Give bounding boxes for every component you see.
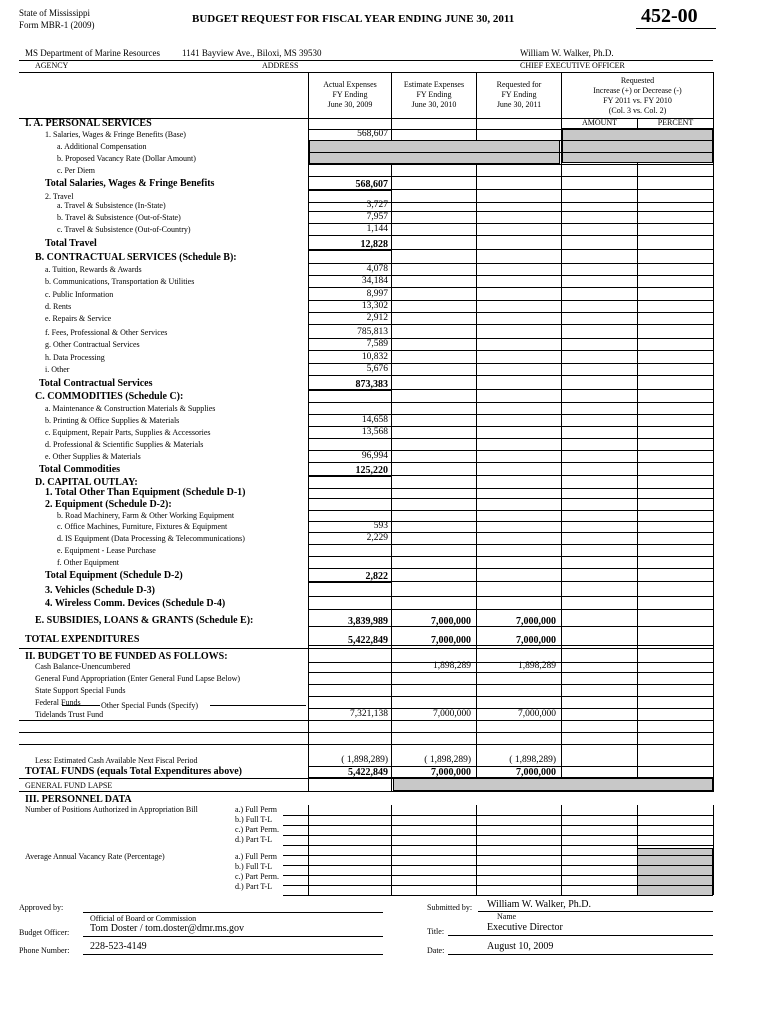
row-value-q: ( 1,898,289) bbox=[509, 755, 556, 765]
row-label: I. A. PERSONAL SERVICES bbox=[25, 118, 152, 129]
row-value-a: 14,658 bbox=[361, 415, 388, 425]
row-label: a. Additional Compensation bbox=[57, 142, 147, 151]
row-value-a: 568,607 bbox=[355, 179, 388, 190]
title-value: Executive Director bbox=[487, 922, 563, 933]
row-value-a: 13,302 bbox=[361, 301, 388, 311]
row-label: b. Communications, Transportation & Utilities bbox=[45, 277, 195, 286]
row-value-a: 34,184 bbox=[361, 276, 388, 286]
row-value-a: 8,997 bbox=[366, 289, 388, 299]
row-label: c. Public Information bbox=[45, 290, 114, 299]
row-label: Cash Balance-Unencumbered bbox=[35, 662, 131, 671]
row-label: Total Salaries, Wages & Fringe Benefits bbox=[45, 178, 215, 189]
row-label: a. Maintenance & Construction Materials & Supplies bbox=[45, 404, 216, 413]
row-value-a: 10,832 bbox=[361, 352, 388, 362]
row-value-a: 593 bbox=[373, 521, 388, 531]
row-value-a: 7,589 bbox=[366, 339, 388, 349]
col-requested-header: Requested for FY Ending June 30, 2011 bbox=[496, 80, 542, 109]
row-value-a: 96,994 bbox=[361, 451, 388, 461]
date-label: Date: bbox=[427, 946, 445, 955]
title-label: Title: bbox=[427, 927, 445, 936]
form-id: Form MBR-1 (2009) bbox=[19, 20, 95, 30]
row-value-a: 3,839,989 bbox=[348, 616, 388, 627]
row-label: 1. Total Other Than Equipment (Schedule D-1) bbox=[45, 487, 246, 498]
row-value-a: 2,822 bbox=[365, 571, 388, 582]
row-value-a: 568,607 bbox=[357, 129, 388, 139]
row-label: C. COMMODITIES (Schedule C): bbox=[35, 391, 184, 402]
positions-label: Number of Positions Authorized in Appropriation Bill bbox=[25, 805, 198, 814]
row-value-a: 5,422,849 bbox=[348, 767, 388, 778]
state-name: State of Mississippi bbox=[19, 8, 91, 18]
row-label: d. IS Equipment (Data Processing & Telecommunications) bbox=[57, 534, 245, 543]
row-label: Total Travel bbox=[45, 238, 97, 249]
row-label: Tidelands Trust Fund bbox=[35, 710, 104, 719]
row-label: b. Road Machinery, Farm & Other Working Equipment bbox=[57, 511, 235, 520]
row-label: 2. Equipment (Schedule D-2): bbox=[45, 499, 172, 510]
row-value-a: 5,676 bbox=[366, 364, 388, 374]
row-value-q: 7,000,000 bbox=[516, 767, 556, 778]
row-value-e: 7,000,000 bbox=[431, 635, 471, 646]
row-value-a: 7,321,138 bbox=[350, 709, 388, 719]
row-value-a: 1,144 bbox=[366, 224, 388, 234]
vacancy-list: a.) Full Perm b.) Full T-L c.) Part Perm. d.) Part T-L bbox=[235, 852, 279, 891]
row-label: 1. Salaries, Wages & Fringe Benefits (Base) bbox=[45, 130, 186, 139]
submitted-name: William W. Walker, Ph.D. bbox=[487, 899, 592, 910]
col-actual-header: Actual Expenses FY Ending June 30, 2009 bbox=[323, 80, 377, 109]
row-value-a: 3,727 bbox=[366, 200, 388, 210]
phone-label: Phone Number: bbox=[19, 946, 70, 955]
row-label: GENERAL FUND LAPSE bbox=[25, 781, 113, 790]
row-label: e. Repairs & Service bbox=[45, 314, 112, 323]
row-value-e: 7,000,000 bbox=[433, 709, 471, 719]
row-label: State Support Special Funds bbox=[35, 686, 126, 695]
row-label: b. Proposed Vacancy Rate (Dollar Amount) bbox=[57, 154, 196, 163]
row-value-e: ( 1,898,289) bbox=[424, 755, 471, 765]
row-label: 3. Vehicles (Schedule D-3) bbox=[45, 585, 155, 596]
col-estimate-header: Estimate Expenses FY Ending June 30, 2010 bbox=[403, 80, 465, 109]
row-label: g. Other Contractual Services bbox=[45, 340, 140, 349]
row-label: f. Fees, Professional & Other Services bbox=[45, 328, 168, 337]
row-value-a: ( 1,898,289) bbox=[341, 755, 388, 765]
row-label: b. Travel & Subsistence (Out-of-State) bbox=[57, 213, 181, 222]
agency-name: MS Department of Marine Resources bbox=[25, 48, 160, 58]
row-label: 2. Travel bbox=[45, 192, 74, 201]
col-amount-header: AMOUNT bbox=[581, 118, 618, 127]
approved-label: Approved by: bbox=[19, 903, 64, 912]
row-value-a: 5,422,849 bbox=[348, 635, 388, 646]
row-label: Total Contractual Services bbox=[39, 378, 153, 389]
row-label: e. Other Supplies & Materials bbox=[45, 452, 141, 461]
row-label: II. BUDGET TO BE FUNDED AS FOLLOWS: bbox=[25, 651, 228, 662]
row-label: i. Other bbox=[45, 365, 70, 374]
row-label: f. Other Equipment bbox=[57, 558, 119, 567]
phone-number: 228-523-4149 bbox=[90, 941, 147, 952]
budget-officer-label: Budget Officer: bbox=[19, 928, 70, 937]
row-label: b. Printing & Office Supplies & Materials bbox=[45, 416, 180, 425]
agency-label: AGENCY bbox=[35, 61, 69, 70]
submitted-label: Submitted by: bbox=[427, 903, 473, 912]
row-label: a. Travel & Subsistence (In-State) bbox=[57, 201, 166, 210]
row-label: Federal Funds bbox=[35, 698, 81, 707]
row-value-a: 125,220 bbox=[355, 465, 388, 476]
row-value-a: 13,568 bbox=[361, 427, 388, 437]
row-value-a: 2,912 bbox=[366, 313, 388, 323]
agency-address: 1141 Bayview Ave., Biloxi, MS 39530 bbox=[182, 48, 322, 58]
other-special-funds-label: Other Special Funds (Specify) bbox=[101, 701, 199, 710]
row-label: General Fund Appropriation (Enter General Fund Lapse Below) bbox=[35, 674, 241, 683]
col-percent-header: PERCENT bbox=[657, 118, 694, 127]
col-change-header: Requested Increase (+) or Decrease (-) FY 2011 vs. FY 2010 (Col. 3 vs. Col. 2) bbox=[593, 76, 682, 115]
row-label: TOTAL EXPENDITURES bbox=[25, 634, 140, 645]
ceo-name: William W. Walker, Ph.D. bbox=[520, 48, 614, 58]
address-label: ADDRESS bbox=[262, 61, 299, 70]
row-value-a: 4,078 bbox=[366, 264, 388, 274]
row-value-e: 7,000,000 bbox=[431, 616, 471, 627]
row-label: e. Equipment - Lease Purchase bbox=[57, 546, 156, 555]
row-label: TOTAL FUNDS (equals Total Expenditures above) bbox=[25, 766, 242, 777]
row-label: Total Commodities bbox=[39, 464, 121, 475]
page-title: BUDGET REQUEST FOR FISCAL YEAR ENDING JUNE 30, 2011 bbox=[192, 13, 515, 25]
row-value-a: 873,383 bbox=[355, 379, 388, 390]
row-value-e: 1,898,289 bbox=[433, 661, 471, 671]
name-label: Name bbox=[497, 912, 517, 921]
form-number: 452-00 bbox=[641, 5, 698, 27]
row-label: a. Tuition, Rewards & Awards bbox=[45, 265, 142, 274]
row-label: c. Per Diem bbox=[57, 166, 95, 175]
row-value-a: 7,957 bbox=[366, 212, 388, 222]
row-label: Total Equipment (Schedule D-2) bbox=[45, 570, 183, 581]
row-label: B. CONTRACTUAL SERVICES (Schedule B): bbox=[35, 252, 237, 263]
row-label: D. CAPITAL OUTLAY: bbox=[35, 477, 138, 488]
vacancy-label: Average Annual Vacancy Rate (Percentage) bbox=[25, 852, 165, 861]
row-value-q: 7,000,000 bbox=[516, 635, 556, 646]
row-label: Less: Estimated Cash Available Next Fiscal Period bbox=[35, 756, 198, 765]
row-value-q: 7,000,000 bbox=[518, 709, 556, 719]
row-label: 4. Wireless Comm. Devices (Schedule D-4) bbox=[45, 598, 226, 609]
budget-officer-name: Tom Doster / tom.doster@dmr.ms.gov bbox=[90, 923, 245, 934]
row-label: d. Rents bbox=[45, 302, 72, 311]
row-label: d. Professional & Scientific Supplies & Materials bbox=[45, 440, 204, 449]
row-label: E. SUBSIDIES, LOANS & GRANTS (Schedule E): bbox=[35, 615, 254, 626]
positions-list: a.) Full Perm b.) Full T-L c.) Part Perm. d.) Part T-L bbox=[235, 805, 279, 844]
row-value-a: 2,229 bbox=[366, 533, 388, 543]
row-label: c. Office Machines, Furniture, Fixtures & Equipment bbox=[57, 522, 228, 531]
row-value-q: 1,898,289 bbox=[518, 661, 556, 671]
date-value: August 10, 2009 bbox=[487, 941, 554, 952]
row-value-e: 7,000,000 bbox=[431, 767, 471, 778]
row-label: h. Data Processing bbox=[45, 353, 105, 362]
row-value-q: 7,000,000 bbox=[516, 616, 556, 627]
row-label: c. Equipment, Repair Parts, Supplies & Accessories bbox=[45, 428, 211, 437]
official-label: Official of Board or Commission bbox=[90, 914, 197, 923]
ceo-label: CHIEF EXECUTIVE OFFICER bbox=[520, 61, 625, 70]
row-value-a: 12,828 bbox=[360, 239, 388, 250]
row-value-a: 785,813 bbox=[357, 327, 388, 337]
row-label: c. Travel & Subsistence (Out-of-Country) bbox=[57, 225, 191, 234]
personnel-title: III. PERSONNEL DATA bbox=[25, 794, 132, 805]
